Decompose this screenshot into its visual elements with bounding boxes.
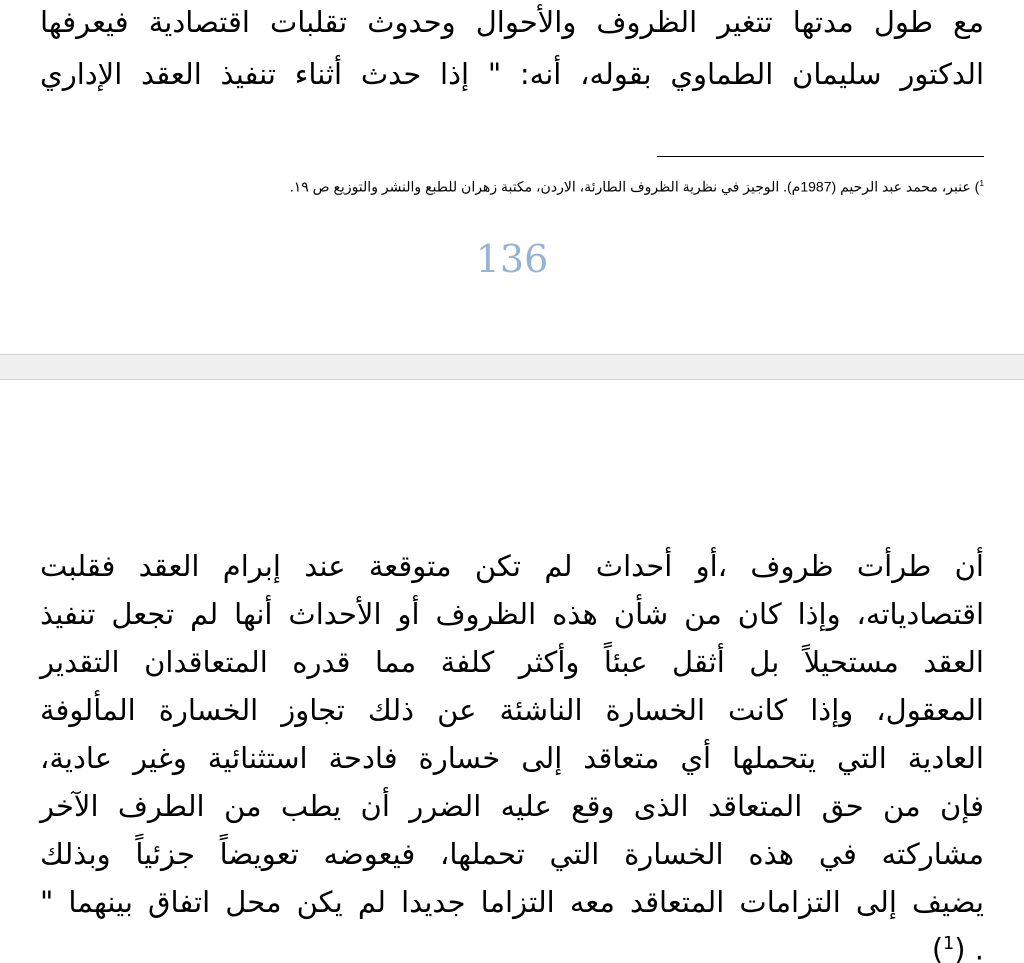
page-top — [0, 0, 1024, 354]
last-line-text: . ( — [954, 932, 984, 963]
footnote-text: ) عنبر، محمد عبد الرحيم (1987م). الوجيز في نظرية الظروف الطارئة، الاردن، مكتبة زهران للطبع والنشر والتوزيع ص ١٩. — [289, 178, 980, 195]
page-number: 136 — [475, 237, 549, 281]
page-bottom — [0, 380, 1024, 963]
body-line: يضيف إلى التزامات المتعاقد معه التزاما جديدا لم يكن محل اتفاق بينهما " — [40, 885, 984, 919]
body-line: فإن من حق المتعاقد الذى وقع عليه الضرر أن يطب من الطرف الآخر — [40, 789, 984, 823]
body-line: مشاركته في هذه الخسارة التي تحملها، فيعوضه تعويضاً جزئياً وبذلك — [40, 837, 984, 871]
footnote-separator — [657, 156, 984, 157]
body-line: المعقول، وإذا كانت الخسارة الناشئة عن ذلك تجاوز الخسارة المألوفة — [40, 693, 984, 727]
body-line-last — [40, 924, 984, 963]
body-line: العادية التي يتحملها أي متعاقد إلى خسارة فادحة استثنائية وغير عادية، — [40, 741, 984, 775]
body-line: الدكتور سليمان الطماوي بقوله، أنه: " إذا حدث أثناء تنفيذ العقد الإداري — [40, 57, 984, 91]
footnote — [40, 172, 984, 198]
body-line: أن طرأت ظروف ،أو أحداث لم تكن متوقعة عند إبرام العقد فقلبت — [40, 549, 984, 583]
footnote-marker: 1 — [979, 178, 984, 188]
page-separator — [0, 354, 1024, 380]
body-line: اقتصادياته، وإذا كان من شأن هذه الظروف أو الأحداث أنها لم تجعل تنفيذ — [40, 597, 984, 631]
body-line: مع طول مدتها تتغير الظروف والأحوال وحدوث تقلبات اقتصادية فيعرفها — [40, 5, 984, 39]
body-line: العقد مستحيلاً بل أثقل عبئاً وأكثر كلفة مما قدره المتعاقدان التقدير — [40, 645, 984, 679]
footnote-reference: 1 — [943, 934, 955, 954]
last-line-close: ) — [931, 932, 944, 963]
